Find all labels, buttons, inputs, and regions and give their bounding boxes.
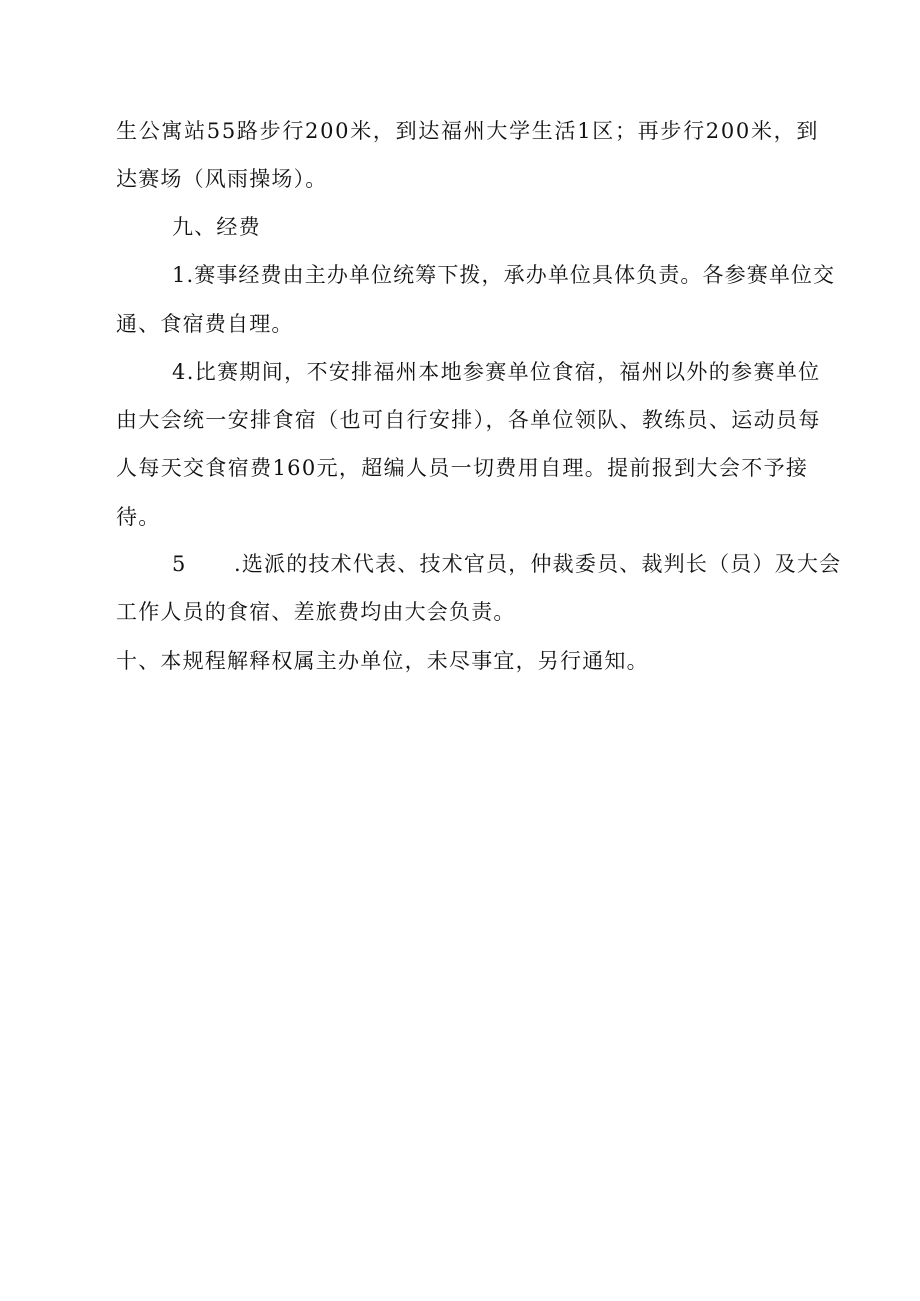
paragraph-line: 待。 (116, 505, 161, 529)
paragraph-line: 1.赛事经费由主办单位统筹下拨，承办单位具体负责。各参赛单位交 (172, 263, 836, 287)
section-heading: 十、本规程解释权属主办单位，未尽事宜，另行通知。 (116, 649, 649, 673)
paragraph-line: 工作人员的食宿、差旅费均由大会负责。 (116, 600, 516, 624)
paragraph-line: 人每天交食宿费160元，超编人员一切费用自理。提前报到大会不予接 (116, 456, 809, 480)
section-heading: 九、经费 (172, 215, 261, 239)
item-text: .选派的技术代表、技术官员，仲裁委员、裁判长（员）及大会 (234, 552, 842, 576)
paragraph-line (172, 550, 841, 578)
paragraph-line: 由大会统一安排食宿（也可自行安排），各单位领队、教练员、运动员每 (116, 408, 821, 432)
text-line: 达赛场（风雨操场）。 (116, 167, 328, 191)
text-line: 生公寓站55路步行200米，到达福州大学生活1区；再步行200米，到 (116, 119, 820, 143)
paragraph-line: 通、食宿费自理。 (116, 312, 294, 336)
paragraph-line: 4.比赛期间，不安排福州本地参赛单位食宿，福州以外的参赛单位 (172, 360, 821, 384)
item-number: 5 (172, 552, 187, 576)
